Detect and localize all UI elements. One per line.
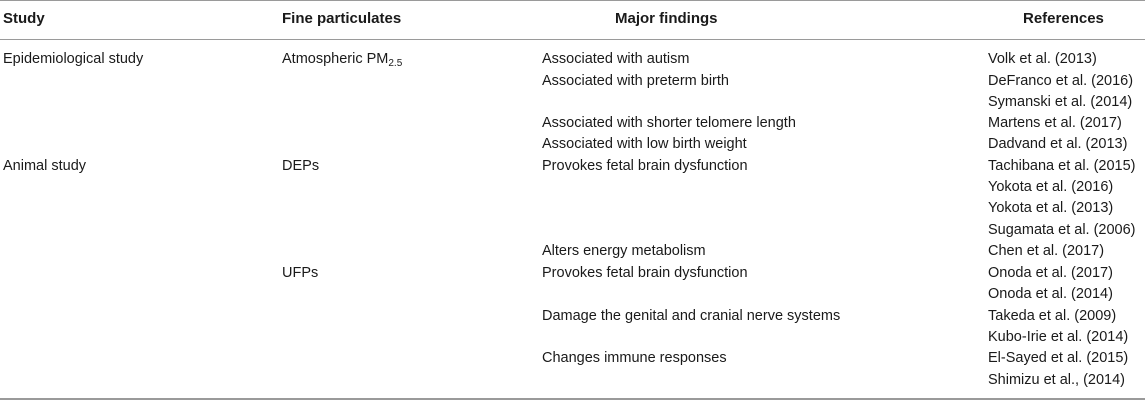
reference: Tachibana et al. (2015) — [988, 158, 1136, 174]
reference: Yokota et al. (2016) — [988, 179, 1114, 195]
particulate-pm25 — [282, 49, 402, 69]
reference: Shimizu et al., (2014) — [988, 372, 1126, 388]
particulate-pm-subscript: 2.5 — [388, 58, 403, 69]
reference: Onoda et al. (2014) — [988, 286, 1113, 302]
finding: Alters energy metabolism — [542, 243, 706, 259]
reference: Dadvand et al. (2013) — [988, 136, 1128, 152]
reference: Kubo-Irie et al. (2014) — [988, 329, 1129, 345]
reference: Takeda et al. (2009) — [988, 308, 1117, 324]
reference: Yokota et al. (2013) — [988, 200, 1114, 216]
particulate-ufps: UFPs — [282, 265, 319, 281]
finding: Changes immune responses — [542, 350, 727, 366]
reference: DeFranco et al. (2016) — [988, 73, 1134, 89]
study-epidemiological: Epidemiological study — [3, 51, 144, 67]
reference: Onoda et al. (2017) — [988, 265, 1113, 281]
finding: Damage the genital and cranial nerve systems — [542, 308, 841, 324]
reference: Martens et al. (2017) — [988, 115, 1122, 131]
reference: Chen et al. (2017) — [988, 243, 1105, 259]
finding: Associated with shorter telomere length — [542, 115, 796, 131]
header-rule — [0, 39, 1145, 40]
header-study: Study — [3, 10, 45, 27]
header-fine-particulates: Fine particulates — [282, 10, 402, 27]
finding: Provokes fetal brain dysfunction — [542, 158, 748, 174]
finding: Associated with preterm birth — [542, 73, 729, 89]
top-rule — [0, 0, 1145, 1]
finding: Associated with autism — [542, 51, 690, 67]
reference: El-Sayed et al. (2015) — [988, 350, 1129, 366]
reference: Volk et al. (2013) — [988, 51, 1097, 67]
header-major-findings: Major findings — [615, 10, 718, 27]
finding: Provokes fetal brain dysfunction — [542, 265, 748, 281]
study-animal: Animal study — [3, 158, 87, 174]
reference: Sugamata et al. (2006) — [988, 222, 1136, 238]
particulate-deps: DEPs — [282, 158, 320, 174]
particulate-pm-label: Atmospheric PM — [282, 51, 389, 67]
reference: Symanski et al. (2014) — [988, 94, 1133, 110]
header-references: References — [1023, 10, 1104, 27]
bottom-rule — [0, 398, 1145, 400]
finding: Associated with low birth weight — [542, 136, 747, 152]
